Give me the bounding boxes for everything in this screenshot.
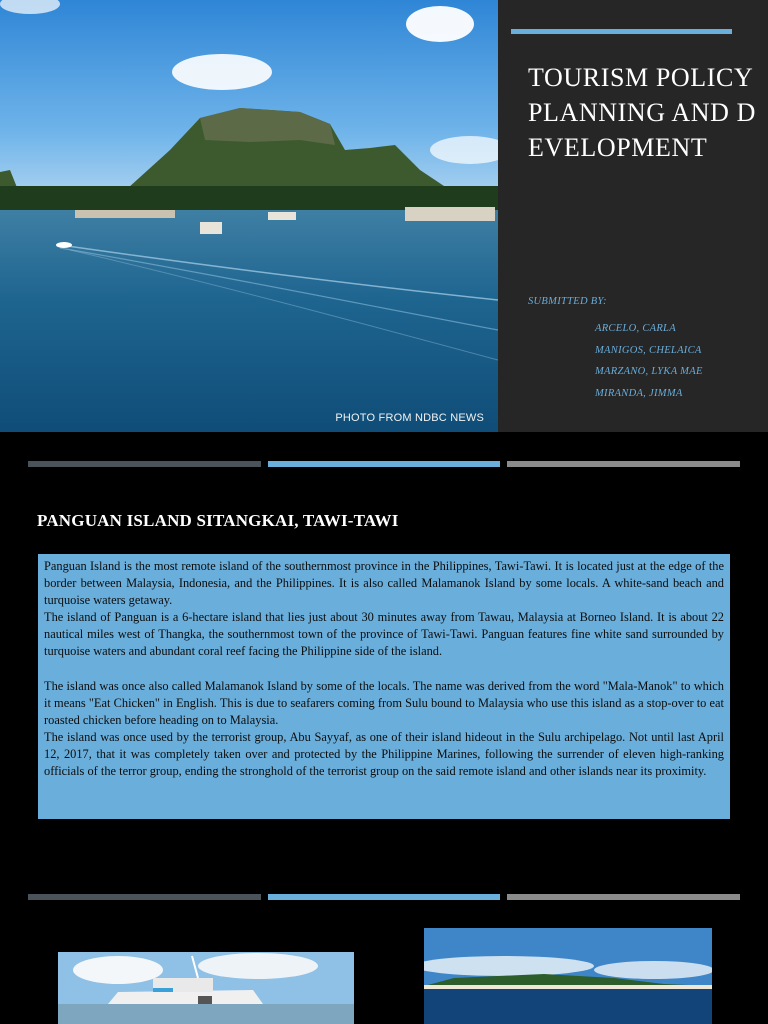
section-divider-top (28, 461, 740, 467)
island-photo (424, 928, 712, 1024)
paragraph: The island was once also called Malamanok Island by some of the locals. The name was derived from the word "Mala-Manok" to which it means "Eat Chicken" in English. This is due to seafarers coming from Sulu bound to Malaysia who use this island as a stop-over to eat roasted chicken before heading on to Malaysia. (44, 678, 724, 727)
divider-segment (28, 461, 261, 467)
title-accent-bar (511, 29, 732, 34)
paragraph: The island was once used by the terrorist group, Abu Sayyaf, as one of their island hideout in the Sulu archipelago. Not until last April 12, 2017, that it was completely taken over and protected by the Philippine Marines, following the surrender of eleven high-ranking officials of the terror group, ending the stronghold of the terrorist group on the said remote island and other islands near its proximity. (44, 729, 724, 779)
author-item: MANIGOS, CHELAICA (595, 344, 702, 356)
title-panel (498, 0, 768, 432)
divider-segment (268, 894, 500, 900)
submitted-by-label: SUBMITTED BY: (528, 296, 607, 307)
hero-photo (0, 0, 498, 432)
author-item: ARCELO, CARLA (595, 323, 676, 334)
divider-segment (507, 461, 740, 467)
section-heading: PANGUAN ISLAND SITANGKAI, TAWI-TAWI (37, 511, 399, 530)
divider-segment (268, 461, 500, 467)
paragraph: Panguan Island is the most remote island of the southernmost province in the Philippines, Tawi-Tawi. It is located just at the edge of the border between Malaysia, Indonesia, and the Philippines. It is also called Malamanok Island by some locals. A white-sand beach and turquoise waters getaway. (44, 559, 724, 608)
divider-segment (507, 894, 740, 900)
section-divider-bottom (28, 894, 740, 900)
divider-segment (28, 894, 261, 900)
document-title: TOURISM POLICY PLANNING AND DEVELOPMENT (528, 63, 756, 162)
boat-photo (58, 952, 354, 1024)
lake-mountain-image (0, 0, 498, 432)
island-image (424, 928, 712, 1024)
description-box (38, 554, 730, 819)
photo-credit: PHOTO FROM NDBC NEWS (335, 412, 484, 424)
author-item: MIRANDA, JIMMA (595, 387, 683, 399)
author-item: MARZANO, LYKA MAE (595, 366, 703, 377)
author-list (595, 318, 703, 404)
boat-image (58, 952, 354, 1024)
paragraph: The island of Panguan is a 6-hectare island that lies just about 30 minutes away from Tawau, Malaysia at Borneo Island. It is about 22 nautical miles west of Thangka, the southernmost town of the province of Tawi-Tawi. Panguan features fine white sand surrounded by turquoise waters and abundant coral reef facing the Philippine side of the island. (44, 610, 724, 659)
